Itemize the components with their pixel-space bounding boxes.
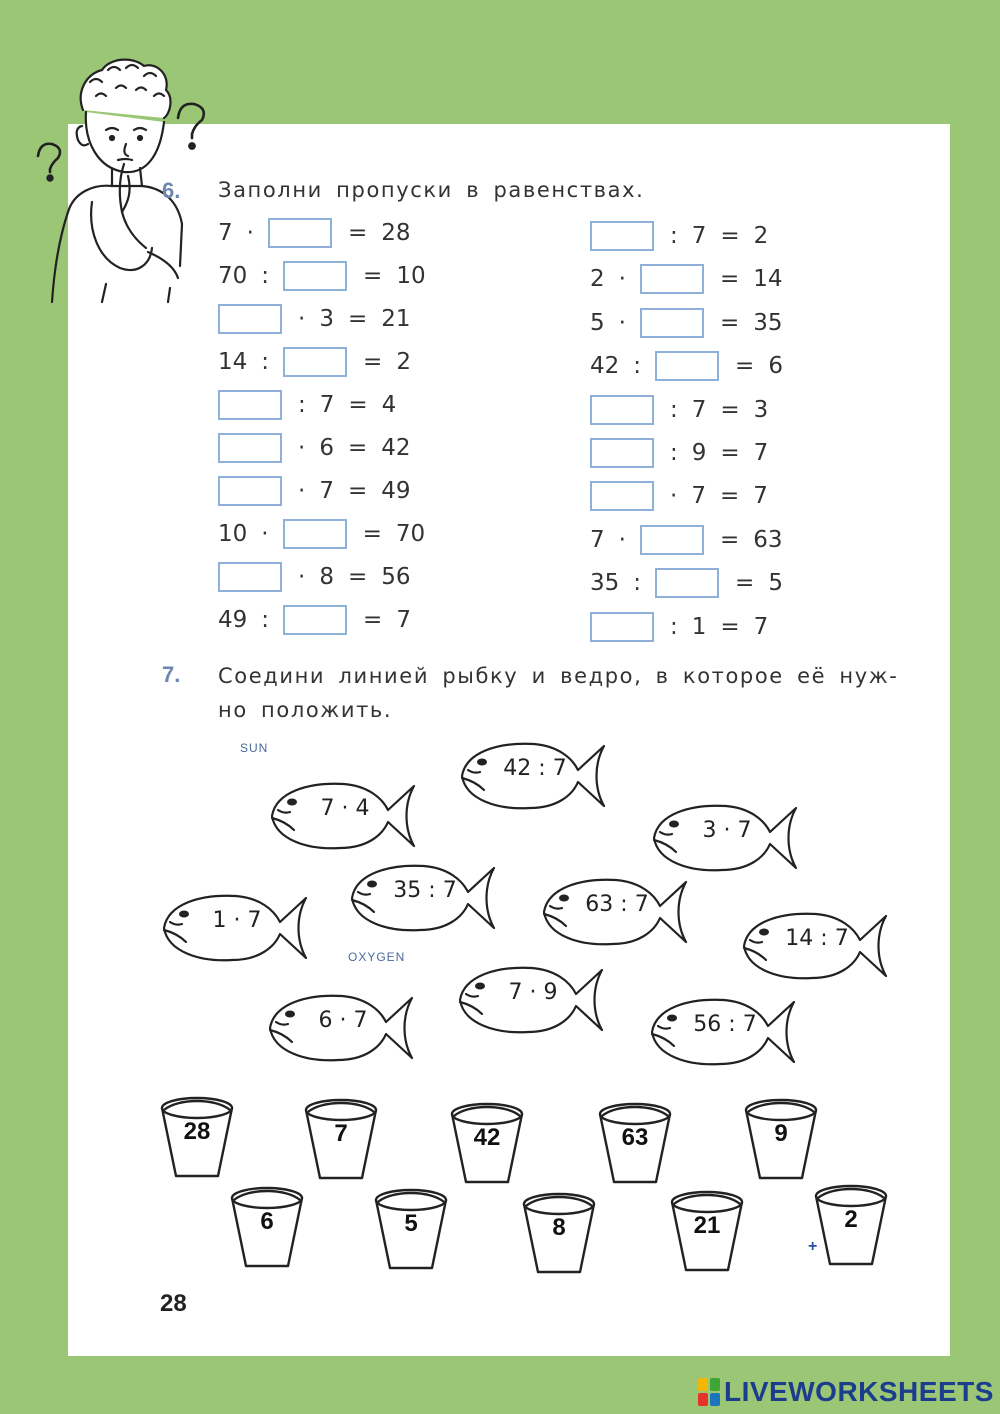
brand-name: LIVEWORKSHEETS (724, 1376, 994, 1407)
equation-token: 49 (218, 607, 248, 633)
equation-token: 3 (753, 396, 769, 423)
answer-box[interactable] (218, 390, 282, 420)
equation-token: 7 (590, 526, 605, 553)
equation-token: = (735, 570, 755, 597)
equation-token: 6 (768, 353, 783, 380)
fish-item[interactable] (160, 890, 310, 966)
equation-token: 9 (691, 440, 707, 466)
answer-box[interactable] (590, 481, 654, 511)
answer-box[interactable] (590, 438, 654, 468)
equation-token: : (633, 570, 642, 597)
equation-row (590, 306, 797, 340)
equation-token: = (362, 521, 382, 547)
equation-token: = (720, 396, 740, 423)
equation-token: = (719, 483, 740, 510)
equation-token: 14 (753, 266, 783, 293)
liveworksheets-brand[interactable] (698, 1376, 994, 1408)
answer-box[interactable] (268, 218, 332, 248)
equation-token: : (261, 349, 270, 375)
equation-token: : (261, 607, 270, 633)
fish-item[interactable] (740, 908, 890, 984)
answer-box[interactable] (590, 395, 654, 425)
equation-token: 5 (768, 570, 783, 597)
bucket-item[interactable] (742, 1094, 820, 1182)
equation-token: 35 (590, 570, 620, 597)
equation-token: = (347, 478, 368, 504)
equation-token: 21 (381, 306, 411, 332)
bucket-number: 2 (844, 1206, 858, 1233)
equation-token: = (719, 266, 740, 293)
fish-expression: 63 : 7 (585, 892, 649, 917)
answer-box[interactable] (283, 261, 347, 291)
equation-token: · (670, 483, 678, 510)
equation-row (218, 431, 425, 465)
equation-token: · (246, 220, 254, 246)
equation-token: 28 (381, 220, 411, 246)
fish-item[interactable] (650, 800, 800, 876)
equation-token: 7 (218, 220, 233, 246)
plus-mark: + (808, 1238, 818, 1255)
equation-token: 5 (590, 309, 605, 336)
equation-token: · (298, 564, 306, 590)
answer-box[interactable] (218, 433, 282, 463)
equation-token: = (720, 613, 740, 640)
answer-box[interactable] (283, 519, 347, 549)
equation-token: 63 (753, 526, 783, 553)
equation-row (590, 566, 797, 600)
bucket-number: 9 (774, 1120, 788, 1147)
equation-token: = (347, 435, 368, 461)
oxygen-tag: OXYGEN (348, 950, 406, 964)
equation-token: : (670, 223, 678, 249)
equation-token: · (618, 309, 626, 336)
equation-token: : (298, 392, 306, 418)
equation-token: 7 (396, 607, 411, 633)
equation-row (590, 262, 797, 296)
fish-expression: 1 · 7 (212, 908, 262, 933)
fish-item[interactable] (268, 778, 418, 854)
equation-token: · (298, 306, 306, 332)
bucket-number: 63 (621, 1124, 649, 1151)
answer-box[interactable] (218, 476, 282, 506)
equation-token: 56 (381, 564, 411, 590)
equation-token: 7 (753, 613, 769, 640)
equation-token: : (670, 613, 678, 640)
equation-token: 7 (691, 483, 706, 510)
equation-token: = (719, 526, 740, 553)
equation-token: 70 (218, 263, 248, 289)
equation-token: 49 (381, 478, 411, 504)
bucket-item[interactable] (158, 1092, 236, 1180)
bucket-number: 21 (693, 1212, 721, 1239)
equation-row (590, 523, 797, 557)
equation-token: = (720, 440, 740, 466)
equation-row (218, 259, 440, 293)
fish-item[interactable] (458, 738, 608, 814)
equation-token: = (735, 353, 755, 380)
equation-token: = (347, 220, 368, 246)
equation-token: 7 (691, 396, 707, 423)
bucket-item[interactable] (448, 1098, 526, 1186)
answer-box[interactable] (283, 347, 347, 377)
equation-token: = (347, 564, 368, 590)
equation-row (590, 610, 782, 644)
task-6-number: 6. (162, 178, 181, 203)
bucket-number: 5 (404, 1210, 418, 1237)
equation-token: 4 (381, 392, 397, 418)
liveworksheets-logo-icon (698, 1378, 720, 1406)
bucket-item[interactable] (302, 1094, 380, 1182)
equation-token: 42 (590, 353, 620, 380)
equation-token: = (347, 306, 368, 332)
answer-box[interactable] (640, 525, 704, 555)
equation-token: 35 (753, 309, 783, 336)
equation-token: = (363, 607, 383, 633)
bucket-item[interactable] (812, 1180, 890, 1268)
answer-box[interactable] (590, 612, 654, 642)
bucket-number: 8 (552, 1214, 566, 1241)
fish-item[interactable] (266, 990, 416, 1066)
bucket-item[interactable] (520, 1188, 598, 1276)
equation-token: = (348, 392, 368, 418)
equation-token: : (261, 263, 270, 289)
fish-item[interactable] (456, 962, 606, 1038)
fish-expression: 7 · 9 (508, 980, 558, 1005)
equation-token: 7 (319, 478, 334, 504)
equation-token: : (670, 440, 678, 466)
equation-token: 8 (319, 564, 334, 590)
equation-token: · (618, 266, 626, 293)
answer-box[interactable] (655, 351, 719, 381)
bucket-item[interactable] (372, 1184, 450, 1272)
equation-row (590, 479, 782, 513)
task-7-number: 7. (162, 662, 181, 687)
fish-item[interactable] (348, 860, 498, 936)
equation-token: = (720, 223, 740, 249)
equation-token: = (363, 263, 383, 289)
fish-expression: 3 · 7 (702, 818, 752, 843)
equation-row (218, 302, 425, 336)
thinking-boy-illustration (28, 52, 238, 310)
bucket-number: 7 (334, 1120, 348, 1147)
fish-expression: 56 : 7 (693, 1012, 757, 1037)
equation-token: 7 (319, 392, 335, 418)
equation-row (218, 388, 410, 422)
fish-expression: 7 · 4 (320, 796, 370, 821)
task-7-instruction-line-2: но положить. (218, 698, 393, 722)
bucket-number: 42 (473, 1124, 501, 1151)
equation-token: · (261, 521, 269, 547)
equation-token: 2 (753, 223, 769, 249)
equation-token: 3 (319, 306, 334, 332)
page-number: 28 (160, 1290, 187, 1317)
answer-box[interactable] (590, 221, 654, 251)
equation-row (590, 393, 782, 427)
sun-tag: SUN (240, 741, 269, 755)
equation-token: · (618, 526, 626, 553)
equation-token: 10 (396, 263, 426, 289)
equation-row (218, 603, 425, 637)
equation-token: · (298, 435, 306, 461)
equation-token: · (298, 478, 306, 504)
answer-box[interactable] (218, 304, 282, 334)
fish-expression: 6 · 7 (318, 1008, 368, 1033)
equation-token: 7 (753, 440, 769, 466)
answer-box[interactable] (283, 605, 347, 635)
equation-row (218, 560, 425, 594)
answer-box[interactable] (640, 308, 704, 338)
bucket-item[interactable] (228, 1182, 306, 1270)
equation-token: 42 (381, 435, 411, 461)
equation-token: 2 (396, 349, 411, 375)
equation-token: = (719, 309, 740, 336)
equation-token: : (670, 396, 678, 423)
task-7-instruction-line-1: Соедини линией рыбку и ведро, в которое её нуж- (218, 664, 899, 688)
answer-box[interactable] (640, 264, 704, 294)
equation-token: 7 (753, 483, 768, 510)
fish-expression: 42 : 7 (503, 756, 567, 781)
equation-row (590, 349, 797, 383)
bucket-item[interactable] (668, 1186, 746, 1274)
equation-token: 2 (590, 266, 605, 293)
equation-token: 1 (691, 613, 707, 640)
equation-row (590, 436, 782, 470)
fish-expression: 14 : 7 (785, 926, 849, 951)
equation-token: 14 (218, 349, 248, 375)
equation-token: 7 (691, 223, 707, 249)
equation-token: : (633, 353, 642, 380)
equation-token: 6 (319, 435, 334, 461)
bucket-number: 6 (260, 1208, 274, 1235)
bucket-number: 28 (183, 1118, 211, 1145)
equation-token: = (363, 349, 383, 375)
equation-row (218, 216, 425, 250)
answer-box[interactable] (218, 562, 282, 592)
equation-token: 10 (218, 521, 248, 547)
equation-row (218, 345, 425, 379)
fish-item[interactable] (648, 994, 798, 1070)
fish-expression: 35 : 7 (393, 878, 457, 903)
equation-row (218, 517, 439, 551)
equation-row (218, 474, 425, 508)
equation-token: 70 (395, 521, 426, 547)
answer-box[interactable] (655, 568, 719, 598)
fish-item[interactable] (540, 874, 690, 950)
bucket-item[interactable] (596, 1098, 674, 1186)
task-6-instruction: Заполни пропуски в равенствах. (218, 178, 645, 202)
equation-row (590, 219, 782, 253)
